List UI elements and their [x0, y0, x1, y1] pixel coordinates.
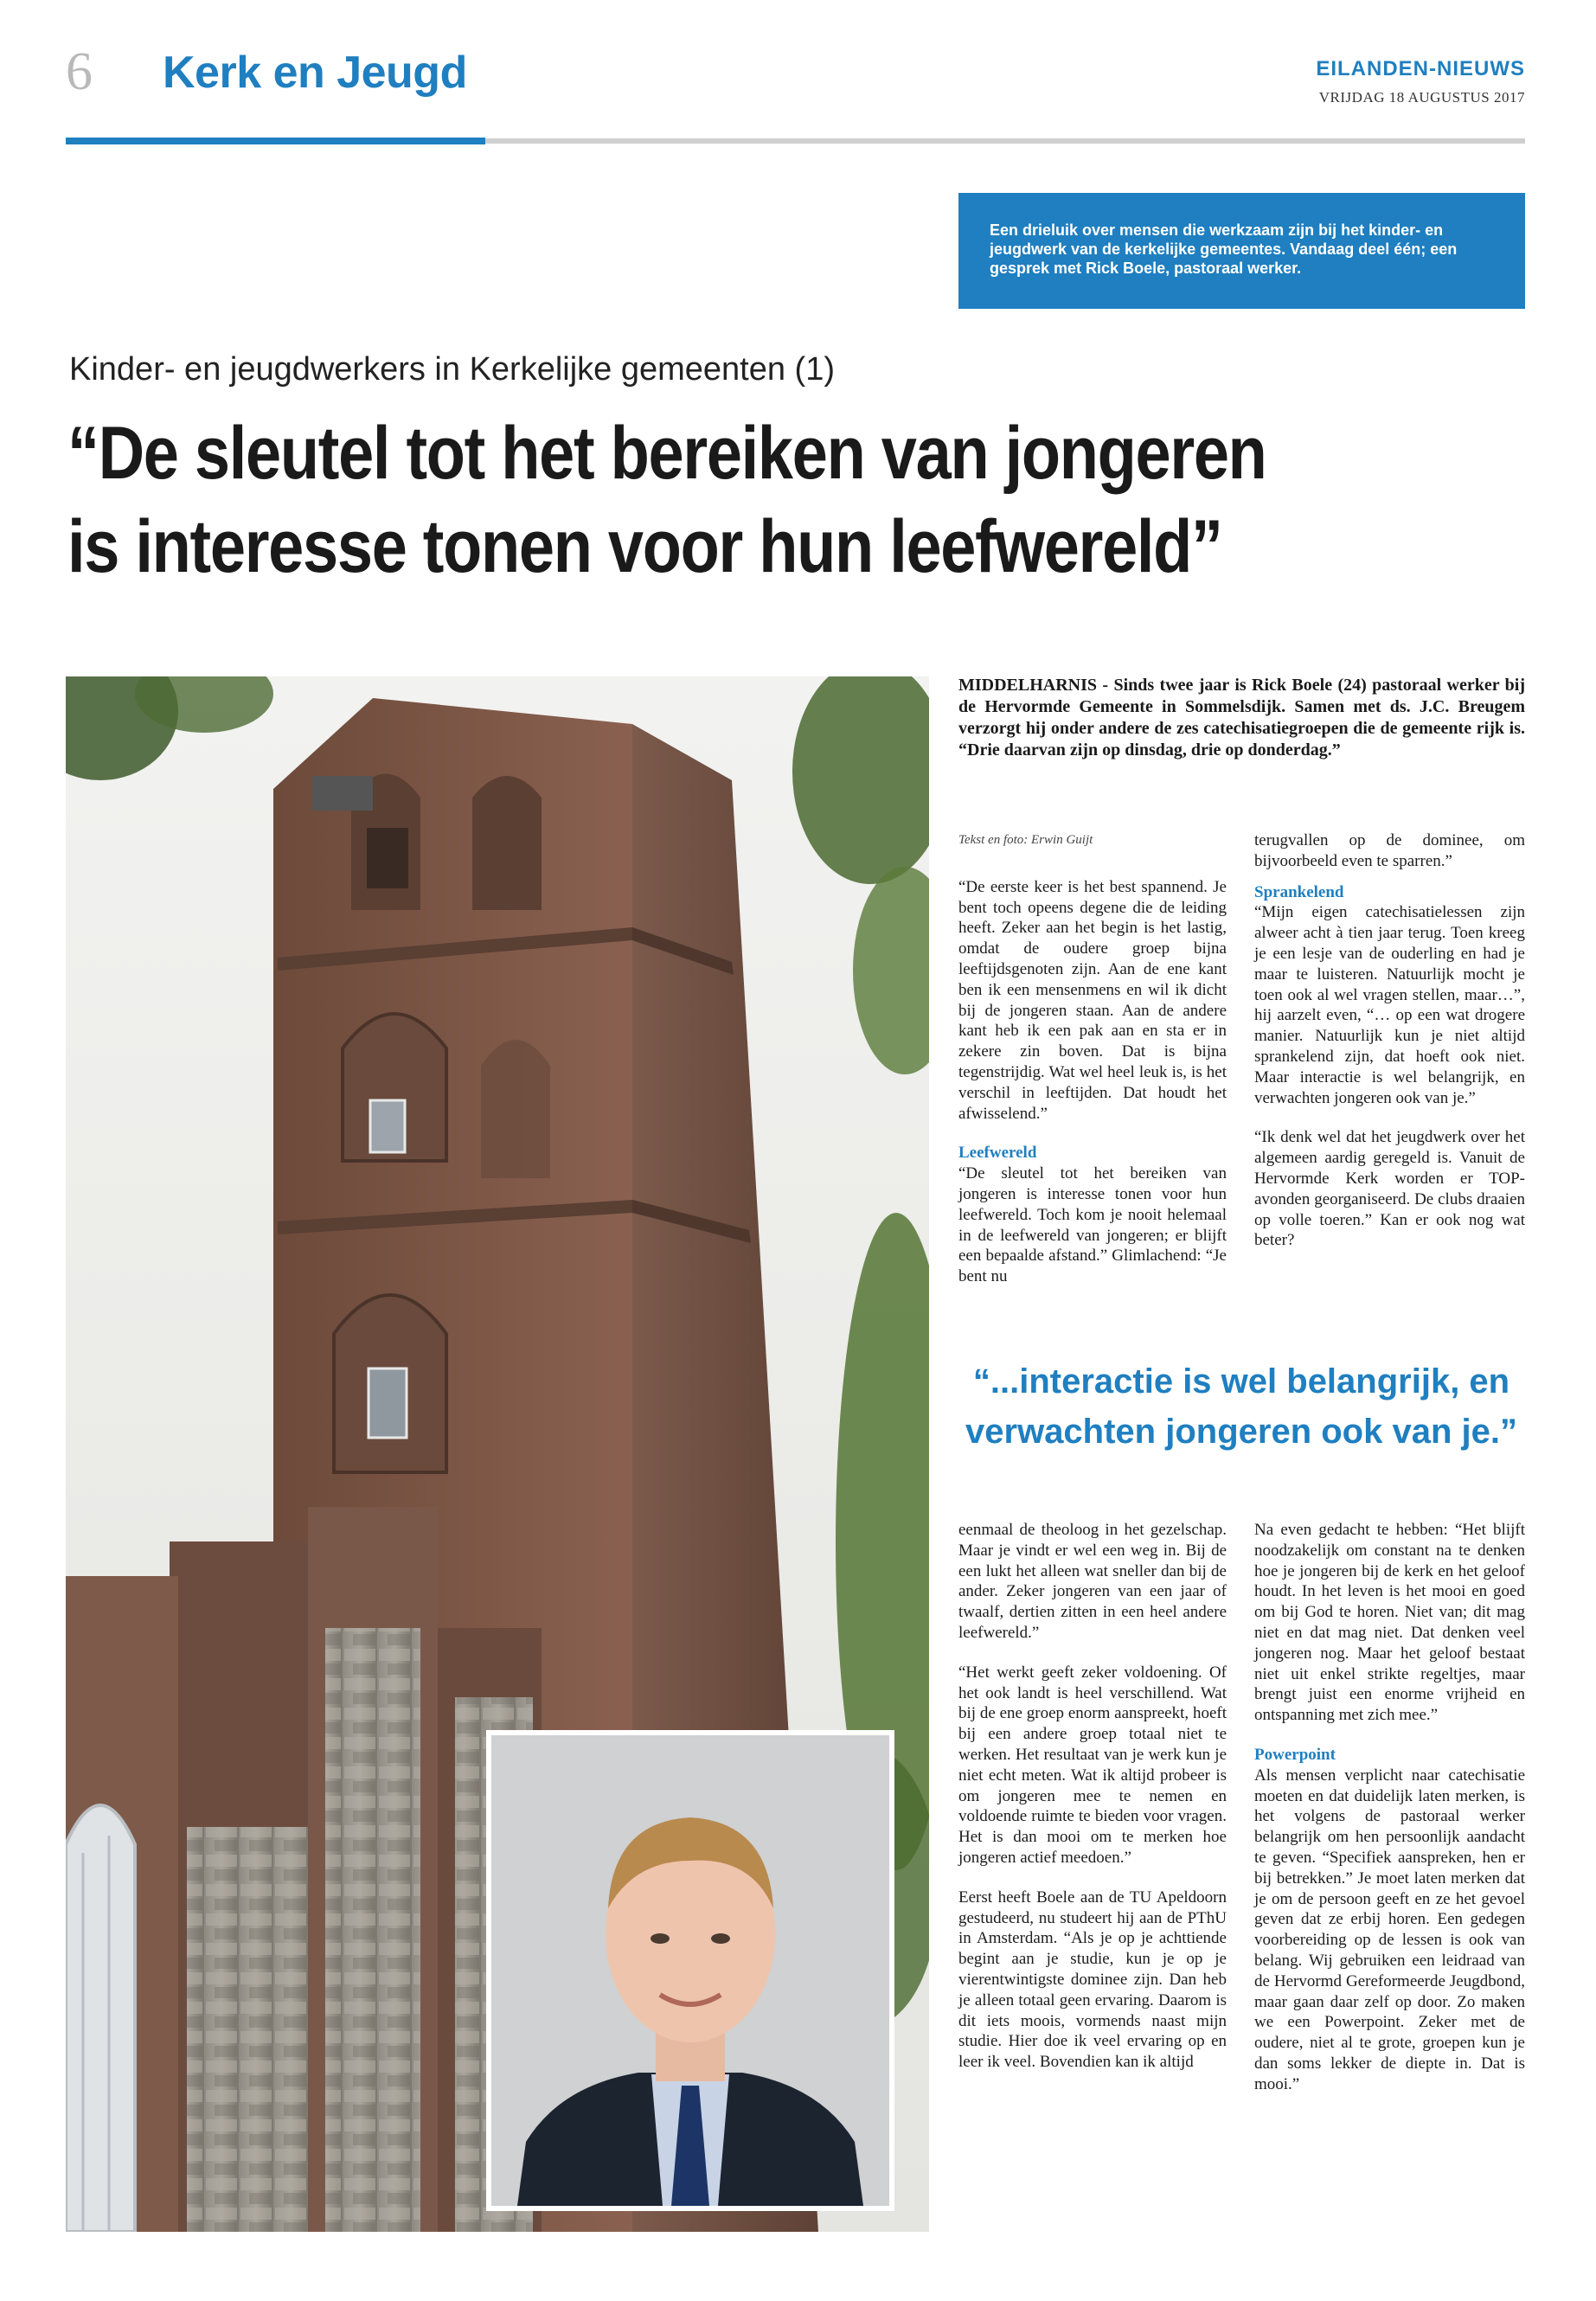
paragraph: Als mensen verplicht naar catechisatie moeten en dat duidelijk laten merken, is het volgens de pastoraal werker belangrijk om hen persoonlijk aandacht te geven. “Specifiek aanspreken, hen er bij betrekken.” Je moet laten merken dat je om de persoon geeft en ze het gevoel geven dat ze erbij horen. Een gedegen voorbereiding op de lessen is ook van belang. Wij gebruiken een leidraad van de Hervormd Gereformeerde Jeugdbond, maar gaan daar zelf op door. Zo maken we een Powerpoint. Zeker met de oudere, niet al te grote, groepen kun je dan soms lekker de diepte in. Dat is mooi.” — [1254, 1766, 1525, 2093]
headline-line-1: “De sleutel tot het bereiken van jongeren — [67, 412, 1266, 495]
subheading-sprankelend: Sprankelend — [1254, 882, 1344, 901]
section-title: Kerk en Jeugd — [163, 48, 467, 98]
portrait-photo — [486, 1730, 894, 2211]
article-kicker: Kinder- en jeugdwerkers in Kerkelijke gemeenten (1) — [69, 351, 836, 388]
portrait-illustration — [491, 1735, 889, 2206]
article-column-2 — [1254, 830, 1525, 1270]
headline-line-2: is interesse tonen voor hun leefwereld” — [67, 505, 1222, 588]
masthead-logo: EILANDEN-NIEUWS — [1316, 57, 1525, 80]
paragraph: “Ik denk wel dat het jeugdwerk over het algemeen aardig geregeld is. Vanuit de Hervormde Kerk worden er TOP-avonden georganiseerd. De clubs draaien op volle toeren.” Kan er ook nog wat beter? — [1254, 1128, 1525, 1250]
paragraph: “De sleutel tot het bereiken van jongeren is interesse tonen voor hun leefwereld. Toch kom je nooit helemaal in de leefwereld van jongeren; er blijft een bepaalde afstand.” Glimlachend: “Je bent nu — [958, 1164, 1227, 1286]
paragraph: “Het werkt geeft zeker voldoening. Of het ook landt is heel verschillend. Wat bij de ene groep enorm aanspreekt, hoeft bij een andere groep totaal niet te werken. Het resultaat van je werk kun je niet echt meten. Wat ik altijd probeer is om jongeren mee te nemen en voldoende ruimte te bieden voor vragen. Het is dan mooi om te merken hoe jongeren actief meedoen.” — [958, 1663, 1227, 1867]
article-lead: MIDDELHARNIS - Sinds twee jaar is Rick Boele (24) pastoraal werker bij de Hervormde Gemeente in Sommelsdijk. Samen met ds. J.C. Breugem verzorgt hij onder andere de zes catechisatiegroepen die de gemeente rijk is. “Drie daarvan zijn op dinsdag, drie op donderdag.” — [958, 676, 1525, 760]
subheading-powerpoint: Powerpoint — [1254, 1745, 1336, 1764]
intro-box: Een drieluik over mensen die werkzaam zijn bij het kinder- en jeugdwerk van de kerkelijke gemeentes. Vandaag deel één; een gesprek met Rick Boele, pastoraal werker. — [958, 193, 1525, 309]
article-column-4 — [1254, 1520, 1525, 2114]
subheading-leefwereld: Leefwereld — [958, 1144, 1037, 1163]
article-headline — [67, 407, 1332, 593]
page-number: 6 — [66, 42, 93, 101]
paragraph: eenmaal de theoloog in het gezelschap. Maar je vindt er wel een weg in. Bij de een lukt het alleen wat sneller dan bij de ander. Zeker jongeren van een jaar of twaalf, dertien zitten in een heel andere leefwereld.” — [958, 1521, 1227, 1642]
article-column-1 — [958, 830, 1227, 1306]
article-column-3 — [958, 1520, 1227, 2092]
paragraph: Eerst heeft Boele aan de TU Apeldoorn gestudeerd, nu studeert hij aan de PThU in Amsterdam. “Als je op je achttiende begint aan je studie, kun je op je vierentwintigste dominee zijn. Dan heb je alleen totaal geen ervaring. Daarom is dit iets moois, vormends naast mijn studie. Hier doe ik veel ervaring op en leer ik veel. Bovendien kan ik altijd — [958, 1888, 1227, 2072]
photo-credit: Tekst en foto: Erwin Guijt — [958, 833, 1093, 847]
pull-quote: “...interactie is wel belangrijk, en verwachten jongeren ook van je.” — [965, 1362, 1517, 1451]
header-rule-accent — [66, 138, 485, 144]
paragraph: terugvallen op de dominee, om bijvoorbeeld even te sparren.” — [1254, 831, 1525, 870]
paragraph: Na even gedacht te hebben: “Het blijft noodzakelijk om constant na te denken hoe je jongeren bij de kerk en het geloof houdt. In het leven is het mooi en goed om bij God te horen. Niet van; dit mag niet en dat mag niet. Dat denken veel jongeren nog. Maar het geloof bestaat niet uit enkel strikte regeltjes, maar brengt juist een enorme vrijheid en ontspanning met zich mee.” — [1254, 1521, 1525, 1725]
publication-date: VRIJDAG 18 AUGUSTUS 2017 — [1318, 89, 1525, 106]
paragraph: “Mijn eigen catechisatielessen zijn alweer acht à tien jaar terug. Toen kreeg je een lesje van de ouderling en had je maar te luisteren. Natuurlijk mocht je toen ook al wel vragen stellen, maar…”, hij aarzelt even, “… op een wat drogere manier. Natuurlijk kun je niet altijd sprankelend zijn, dat hoeft ook niet. Maar interactie is wel belangrijk, en verwachten jongeren ook van je.” — [1254, 903, 1525, 1107]
paragraph: “De eerste keer is het best spannend. Je bent toch opeens degene die de leiding heeft. Zeker aan het begin is het lastig, omdat de oudere groep bijna leeftijdsgenoten zijn. Aan de ene kant ben ik een mensenmens en wil ik dicht bij de jongeren staan. Aan de andere kant heb ik een pak aan en sta er in zekere zin boven. Dat is bijna tegenstrijdig. Wat wel heel leuk is, is het verschil in leeftijden. Dat houdt het afwisselend.” — [958, 877, 1227, 1123]
